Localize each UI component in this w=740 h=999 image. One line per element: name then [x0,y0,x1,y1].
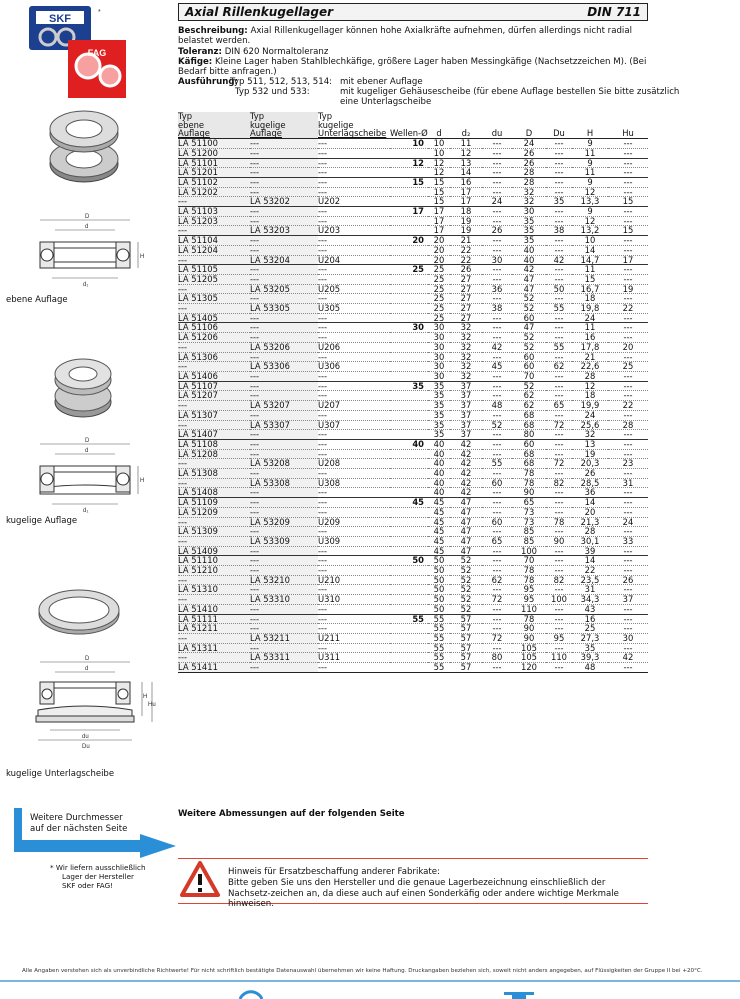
table-row: --- LA 53310 U310 50 52 72 95 100 34,3 37 [178,595,648,605]
svg-text:D: D [85,214,90,220]
ausfuehrung: Ausführung: Typ 511, 512, 513, 514: mit ebener Auflage Typ 532 und 533: mit kugeliger Gehäusescheibe (für ebene Auflage bestellen Sie bitte zusätzlich eine Unterlagscheibe [178,77,680,108]
disclaimer: Alle Angaben verstehen sich als unverbindliche Richtwerte! Für nicht schriftlich bestätigte Datenauswahl übernehmen wir keine Haftung. Druckangaben beziehen sich, soweit nicht anders angegeben, auf Flüssigkeiten der Gruppe II bei +20°C. [22,968,703,974]
svg-text:D: D [85,656,90,662]
svg-text:d: d [85,448,89,454]
table-row: LA 51210 --- --- 50 52 --- 78 --- 22 --- [178,566,648,576]
table-row: LA 51310 --- --- 50 52 --- 95 --- 31 --- [178,585,648,595]
table-row: LA 51202 --- --- 15 17 --- 32 --- 12 --- [178,187,648,197]
table-row: LA 51206 --- --- 30 32 --- 52 --- 16 --- [178,333,648,343]
washer-photo [34,580,124,640]
svg-text:H: H [140,478,145,484]
table-row: LA 51311 --- --- 55 57 --- 105 --- 35 --- [178,643,648,653]
table-row: --- LA 53211 U211 55 57 72 90 95 27,3 30 [178,633,648,643]
table-row: LA 51200 --- --- 10 12 --- 26 --- 11 --- [178,148,648,158]
table-row: LA 51411 --- --- 55 57 --- 120 --- 48 --- [178,663,648,673]
table-row: LA 51204 --- --- 20 22 --- 40 --- 14 --- [178,245,648,255]
table-row: LA 51110 --- --- 50 50 52 --- 70 --- 14 --- [178,556,648,566]
drawing-ebene [30,210,150,288]
table-row: LA 51207 --- --- 35 37 --- 62 --- 18 --- [178,391,648,401]
table-row: LA 51307 --- --- 35 37 --- 68 --- 24 --- [178,410,648,420]
table-row: LA 51203 --- --- 17 19 --- 35 --- 12 --- [178,216,648,226]
svg-text:H: H [140,254,145,260]
table-row: LA 51100 --- --- 10 10 11 --- 24 --- 9 --- [178,139,648,149]
table-row: LA 51103 --- --- 17 17 18 --- 30 --- 9 --- [178,207,648,217]
drawing-kugelig [30,434,150,514]
table-row: LA 51104 --- --- 20 20 21 --- 35 --- 10 --- [178,236,648,246]
caption-unterlag: kugelige Unterlagscheibe [6,769,115,779]
table-row: --- LA 53203 U203 17 19 26 35 38 13,2 15 [178,226,648,236]
table-row: --- LA 53305 U305 25 27 38 52 55 19,8 22 [178,304,648,314]
table-row: --- LA 53306 U306 30 32 45 60 62 22,6 25 [178,362,648,372]
table-row: LA 51107 --- --- 35 35 37 --- 52 --- 12 --- [178,381,648,391]
brand-logos [28,4,128,100]
table-row: --- LA 53207 U207 35 37 48 62 65 19,9 22 [178,401,648,411]
table-row: --- LA 53202 U202 15 17 24 32 35 13,3 15 [178,197,648,207]
table-row: LA 51211 --- --- 55 57 --- 90 --- 25 --- [178,624,648,634]
table-row: LA 51408 --- --- 40 42 --- 90 --- 36 --- [178,488,648,498]
table-row: LA 51409 --- --- 45 47 --- 100 --- 39 --- [178,546,648,556]
table-row: LA 51309 --- --- 45 47 --- 85 --- 28 --- [178,527,648,537]
table-row: LA 51405 --- --- 25 27 --- 60 --- 24 --- [178,313,648,323]
drawing-unterlag [30,654,160,750]
bearing-photo-ebene [44,104,124,194]
din-standard: DIN 711 [587,5,641,19]
table-row: LA 51109 --- --- 45 45 47 --- 65 --- 14 --- [178,498,648,508]
warning-title: Hinweis für Ersatzbeschaffung anderer Fabrikate: [228,867,440,877]
table-row: LA 51108 --- --- 40 40 42 --- 60 --- 13 --- [178,439,648,449]
table-row: LA 51208 --- --- 40 42 --- 68 --- 19 --- [178,449,648,459]
title-bar [178,3,648,21]
table-row: LA 51407 --- --- 35 37 --- 80 --- 32 --- [178,430,648,440]
table-row: --- LA 53210 U210 50 52 62 78 82 23,5 26 [178,575,648,585]
svg-text:D: D [85,438,90,444]
table-row: --- LA 53308 U308 40 42 60 78 82 28,5 31 [178,478,648,488]
table-row: --- LA 53204 U204 20 22 30 40 42 14,7 17 [178,255,648,265]
svg-text:Hu: Hu [148,702,156,708]
table-row: LA 51410 --- --- 50 52 --- 110 --- 43 --- [178,604,648,614]
table-row: --- LA 53206 U206 30 32 42 52 55 17,8 20 [178,342,648,352]
footer-mark-icon [500,990,540,999]
svg-text:du: du [82,734,89,740]
table-row: LA 51305 --- --- 25 27 --- 52 --- 18 --- [178,294,648,304]
table-row: LA 51102 --- --- 15 15 16 --- 28 --- 9 --- [178,177,648,187]
table-row: LA 51201 --- --- 12 14 --- 28 --- 11 --- [178,168,648,178]
table-row: --- LA 53208 U208 40 42 55 68 72 20,3 23 [178,459,648,469]
table-row: --- LA 53205 U205 25 27 36 47 50 16,7 19 [178,284,648,294]
footer-logo-icon [236,988,266,999]
fag-logo: FAG [87,48,107,58]
table-row: LA 51101 --- --- 12 12 13 --- 26 --- 9 --- [178,158,648,168]
description-block: Beschreibung: Axial Rillenkugellager können hohe Axialkräfte aufnehmen, dürfen allerdings nicht radial belastet werden. Toleranz: DIN 620 Normaltoleranz Käfige: Kleine Lager haben Stahlblechkäfige, größere Lager haben Messingkäfige (Nachsetzzeichen M). (Bei Bedarf bitte anfragen.) Ausführung: Typ 511, 512, 513, 514: mit ebener Auflage Typ 532 und 533: mit kugeliger Gehäusescheibe (für ebene Auflage bestellen Sie bitte zusätzlich eine Unterlagscheibe [178,26,680,108]
warning-icon [180,860,220,898]
table-row: LA 51308 --- --- 40 42 --- 78 --- 26 --- [178,469,648,479]
bearing-table: Typ Typ Typ ebene kugelige kugelige Auflage Auflage Unterlagscheibe Wellen-Ø d d₂ du D Du H Hu LA 51100 --- --- 10 10 11 --- 24 --- 9 --- LA 51200 --- --- 10 12 --- 26 --- 11 --- LA 51101 --- --- 12 12 13 --- 26 --- 9 --- LA 51201 --- --- 12 14 --- 28 --- 11 --- LA 51102 --- --- 15 15 16 --- 28 --- 9 --- LA 51202 --- --- 15 17 --- 32 --- 12 --- --- LA 53202 U202 15 17 24 32 35 13,3 15 LA 51103 --- --- 17 17 18 --- 30 --- 9 --- LA 51203 --- --- 17 19 --- 35 --- 12 --- --- LA 53203 U203 17 19 26 35 38 13,2 15 LA 51104 --- --- 20 20 21 --- 35 --- 10 --- LA 51204 --- --- 20 22 --- 40 --- 14 --- --- LA 53204 U204 20 22 30 40 42 14,7 17 LA 51105 --- --- 25 25 26 --- 42 --- 11 --- LA 51205 --- --- 25 27 --- 47 --- 15 --- --- LA 53205 U205 25 27 36 47 50 16,7 19 LA 51305 --- --- 25 27 --- 52 --- 18 --- --- LA 53305 U305 25 27 38 52 55 19,8 22 LA 51405 --- --- 25 27 --- 60 --- 24 --- LA 51106 --- --- 30 30 32 --- 47 --- 11 --- LA 51206 --- --- 30 32 --- 52 --- 16 --- --- LA 53206 U206 30 32 42 52 55 17,8 20 LA 51306 --- --- 30 32 --- 60 --- 21 --- --- LA 53306 U306 30 32 45 60 62 22,6 25 LA 51406 --- --- 30 32 --- 70 --- 28 --- LA 51107 --- --- 35 35 37 --- 52 --- 12 --- LA 51207 --- --- 35 37 --- 62 --- 18 --- --- LA 53207 U207 35 37 48 62 65 19,9 22 LA 51307 --- --- 35 37 --- 68 --- 24 --- --- LA 53307 U307 35 37 52 68 72 25,6 28 LA 51407 --- --- 35 37 --- 80 --- 32 --- LA 51108 --- --- 40 40 42 --- 60 --- 13 --- LA 51208 --- --- 40 42 --- 68 --- 19 --- --- LA 53208 U208 40 42 55 68 72 20,3 23 LA 51308 --- --- 40 42 --- 78 --- 26 --- --- LA 53308 U308 40 42 60 78 82 28,5 31 LA 51408 --- --- 40 42 --- 90 --- 36 --- LA 51109 --- --- 45 45 47 --- 65 --- 14 --- LA 51209 --- --- 45 47 --- 73 --- 20 --- --- LA 53209 U209 45 47 60 73 78 21,3 24 LA 51309 --- --- 45 47 --- 85 --- 28 --- --- LA 53309 U309 45 47 65 85 90 30,1 33 LA 51409 --- --- 45 47 --- 100 --- 39 --- LA 51110 --- --- 50 50 52 --- 70 --- 14 --- LA 51210 --- --- 50 52 --- 78 --- 22 --- --- LA 53210 U210 50 52 62 78 82 23,5 26 LA 51310 --- --- 50 52 --- 95 --- 31 --- --- LA 53310 U310 50 52 72 95 100 34,3 37 LA 51410 --- --- 50 52 --- 110 --- 43 --- LA 51111 --- --- 55 55 57 --- 78 --- 16 --- LA 51211 --- --- 55 57 --- 90 --- 25 --- --- LA 53211 U211 55 57 72 90 95 27,3 30 LA 51311 --- --- 55 57 --- 105 --- 35 --- --- LA 53311 U311 55 57 80 105 110 39,3 42 LA 51411 --- --- 55 57 --- 120 --- 48 --- [178,112,648,673]
svg-text:d₁: d₁ [83,282,89,288]
table-row: LA 51205 --- --- 25 27 --- 47 --- 15 --- [178,274,648,284]
table-row: --- LA 53309 U309 45 47 65 85 90 30,1 33 [178,536,648,546]
table-row: LA 51105 --- --- 25 25 26 --- 42 --- 11 --- [178,265,648,275]
manufacturer-note: * Wir liefern ausschließlich Lager der Hersteller SKF oder FAG! [50,863,146,890]
caption-ebene: ebene Auflage [6,295,68,305]
table-row: LA 51111 --- --- 55 55 57 --- 78 --- 16 --- [178,614,648,624]
svg-text:Du: Du [82,744,90,750]
bearing-photo-kugelig [48,350,118,426]
skf-logo: SKF [49,13,71,25]
table-row: LA 51106 --- --- 30 30 32 --- 47 --- 11 --- [178,323,648,333]
caption-kugelig: kugelige Auflage [6,516,78,526]
page-title: Axial Rillenkugellager [185,5,334,19]
table-row: --- LA 53311 U311 55 57 80 105 110 39,3 42 [178,653,648,663]
svg-text:d: d [85,224,89,230]
table-row: LA 51306 --- --- 30 32 --- 60 --- 21 --- [178,352,648,362]
brand-asterisk: * [98,9,101,16]
table-row: --- LA 53307 U307 35 37 52 68 72 25,6 28 [178,420,648,430]
svg-text:d₁: d₁ [83,508,89,514]
table-footer-note: Weitere Abmessungen auf der folgenden Seite [178,809,405,819]
table-row: LA 51406 --- --- 30 32 --- 70 --- 28 --- [178,371,648,381]
svg-text:d: d [85,666,89,672]
table-row: --- LA 53209 U209 45 47 60 73 78 21,3 24 [178,517,648,527]
table-row: LA 51209 --- --- 45 47 --- 73 --- 20 --- [178,507,648,517]
svg-text:H: H [143,694,148,700]
footer-line [0,980,740,982]
next-page-text: Weitere Durchmesser auf der nächsten Seite [30,813,128,834]
warning-text: Bitte geben Sie uns den Hersteller und die genaue Lagerbezeichnung einschließlich der Nachsetz-zeichen an, da diese auch auf einen Sonderkäfig oder andere wichtige Merkmale hinweisen. [228,878,619,909]
